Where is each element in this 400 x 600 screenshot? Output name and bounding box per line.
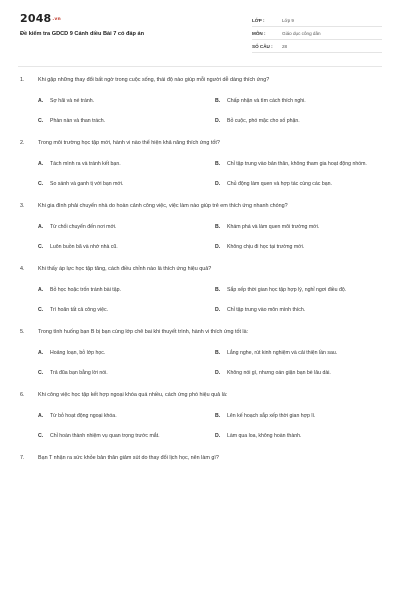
option-text: Chỉ tập trung vào môn mình thích. (227, 307, 306, 313)
option-text: Phàn nàn và than trách. (50, 118, 106, 124)
option-letter: D. (215, 244, 221, 250)
options (20, 345, 380, 381)
question-text: Khi gặp những thay đổi bất ngờ trong cuộc sống, thái độ nào giúp mỗi người dễ dàng thích ứng? (38, 77, 270, 83)
options (20, 93, 380, 129)
option-text: Từ chối chuyển đến nơi mới. (50, 224, 117, 230)
option-letter: D. (215, 370, 221, 376)
option-letter: B. (215, 413, 221, 419)
option-d[interactable] (215, 428, 380, 444)
option-text: Khám phá và làm quen môi trường mới. (227, 224, 320, 230)
option-b[interactable] (215, 282, 380, 298)
question-number: 5. (20, 329, 25, 335)
option-c[interactable] (38, 365, 203, 381)
option-text: So sánh và ganh tị với bạn mới. (50, 181, 124, 187)
option-text: Tách mình ra và tránh kết bạn. (50, 161, 121, 167)
option-a[interactable] (38, 408, 203, 424)
question-stem (20, 265, 380, 274)
question-6 (0, 391, 400, 444)
meta-key: LỚP : (252, 17, 265, 23)
option-d[interactable] (215, 113, 380, 129)
header (0, 0, 400, 64)
option-text: Lên kế hoạch sắp xếp thời gian hợp lí. (227, 413, 316, 419)
meta-key: SỐ CÂU : (252, 43, 273, 49)
option-c[interactable] (38, 176, 203, 192)
option-c[interactable] (38, 113, 203, 129)
question-number: 4. (20, 266, 25, 272)
header-divider (18, 66, 382, 67)
option-a[interactable] (38, 345, 203, 361)
option-letter: A. (38, 161, 44, 167)
options (20, 219, 380, 255)
option-d[interactable] (215, 239, 380, 255)
option-text: Sợ hãi và né tránh. (50, 98, 95, 104)
question-text: Khi gia đình phải chuyển nhà do hoàn cảnh công việc, việc làm nào giúp trẻ em thích ứng nhanh chóng? (38, 203, 288, 209)
question-number: 6. (20, 392, 25, 398)
option-text: Chỉ tập trung vào bản thân, không tham gia hoạt động nhóm. (227, 161, 367, 167)
question-stem (20, 76, 380, 85)
logo-sub: .vn (52, 17, 61, 22)
question-2 (0, 139, 400, 192)
meta-row-class (252, 14, 382, 27)
logo-main: 2048 (20, 12, 52, 25)
option-c[interactable] (38, 302, 203, 318)
meta-value: 28 (282, 43, 288, 49)
question-text: Khi công việc học tập kết hợp ngoại khóa quá nhiều, cách ứng phó hiệu quả là: (38, 392, 228, 398)
option-letter: C. (38, 181, 44, 187)
option-letter: A. (38, 350, 44, 356)
option-text: Luôn buồn bã và nhớ nhà cũ. (50, 244, 118, 250)
option-text: Làm qua loa, không hoàn thành. (227, 433, 302, 439)
option-b[interactable] (215, 156, 380, 172)
question-text: Trong tình huống bạn B bị bạn cùng lớp chê bai khi thuyết trình, hành vi thích ứng tốt là: (38, 329, 249, 335)
option-letter: D. (215, 433, 221, 439)
option-a[interactable] (38, 219, 203, 235)
option-b[interactable] (215, 345, 380, 361)
option-a[interactable] (38, 93, 203, 109)
meta-row-subject (252, 27, 382, 40)
question-stem (20, 391, 380, 400)
option-b[interactable] (215, 408, 380, 424)
option-text: Chấp nhận và tìm cách thích nghi. (227, 98, 306, 104)
meta-row-count (252, 40, 382, 53)
option-letter: A. (38, 287, 44, 293)
question-text: Khi thấy áp lực học tập tăng, cách điều chỉnh nào là thích ứng hiệu quả? (38, 266, 212, 272)
question-stem (20, 202, 380, 211)
option-b[interactable] (215, 93, 380, 109)
question-7 (0, 454, 400, 463)
meta-value: Giáo dục công dân (282, 30, 321, 36)
option-letter: B. (215, 287, 221, 293)
question-number: 1. (20, 77, 25, 83)
option-text: Không chịu đi học tại trường mới. (227, 244, 305, 250)
option-b[interactable] (215, 219, 380, 235)
option-text: Trả đũa bạn bằng lời nói. (50, 370, 108, 376)
option-text: Trì hoãn tất cả công việc. (50, 307, 109, 313)
option-letter: D. (215, 118, 221, 124)
option-text: Bỏ cuộc, phó mặc cho số phận. (227, 118, 300, 124)
option-text: Không nói gì, nhưng oán giận bạn bè lâu dài. (227, 370, 331, 376)
question-stem (20, 454, 380, 463)
question-number: 7. (20, 455, 25, 461)
option-c[interactable] (38, 428, 203, 444)
options (20, 408, 380, 444)
question-3 (0, 202, 400, 255)
option-letter: B. (215, 161, 221, 167)
option-letter: C. (38, 370, 44, 376)
question-4 (0, 265, 400, 318)
meta-value: Lớp 9 (282, 17, 294, 23)
option-letter: C. (38, 244, 44, 250)
option-d[interactable] (215, 176, 380, 192)
question-number: 2. (20, 140, 25, 146)
option-text: Lắng nghe, rút kinh nghiệm và cải thiện lần sau. (227, 350, 338, 356)
option-letter: D. (215, 181, 221, 187)
option-d[interactable] (215, 365, 380, 381)
option-a[interactable] (38, 282, 203, 298)
option-letter: B. (215, 98, 221, 104)
option-text: Sắp xếp thời gian học tập hợp lý, nghỉ ngơi điều độ. (227, 287, 347, 293)
options (20, 156, 380, 192)
option-letter: A. (38, 98, 44, 104)
question-5 (0, 328, 400, 381)
options (20, 282, 380, 318)
question-text: Bạn T nhận ra sức khỏe bản thân giảm sút do thay đổi lịch học, nên làm gì? (38, 455, 219, 461)
option-text: Chủ động làm quen và hợp tác cùng các bạn. (227, 181, 332, 187)
meta-table (252, 14, 382, 53)
option-text: Chỉ hoàn thành nhiệm vụ quan trọng trước mắt. (50, 433, 160, 439)
option-text: Hoảng loạn, bỏ lớp học. (50, 350, 106, 356)
option-a[interactable] (38, 156, 203, 172)
question-stem (20, 139, 380, 148)
question-stem (20, 328, 380, 337)
question-text: Trong môi trường học tập mới, hành vi nào thể hiện khả năng thích ứng tốt? (38, 140, 220, 146)
option-letter: C. (38, 433, 44, 439)
option-letter: B. (215, 350, 221, 356)
option-text: Từ bỏ hoạt động ngoại khóa. (50, 413, 117, 419)
option-text: Bỏ học hoặc trốn tránh bài tập. (50, 287, 121, 293)
question-number: 3. (20, 203, 25, 209)
option-letter: C. (38, 307, 44, 313)
option-letter: A. (38, 224, 44, 230)
option-letter: C. (38, 118, 44, 124)
meta-key: MÔN : (252, 30, 266, 36)
option-letter: B. (215, 224, 221, 230)
question-1 (0, 76, 400, 129)
option-d[interactable] (215, 302, 380, 318)
option-c[interactable] (38, 239, 203, 255)
page-title: Đề kiểm tra GDCD 9 Cánh diều Bài 7 có đáp án (20, 31, 145, 37)
question-list (0, 76, 400, 473)
option-letter: A. (38, 413, 44, 419)
option-letter: D. (215, 307, 221, 313)
